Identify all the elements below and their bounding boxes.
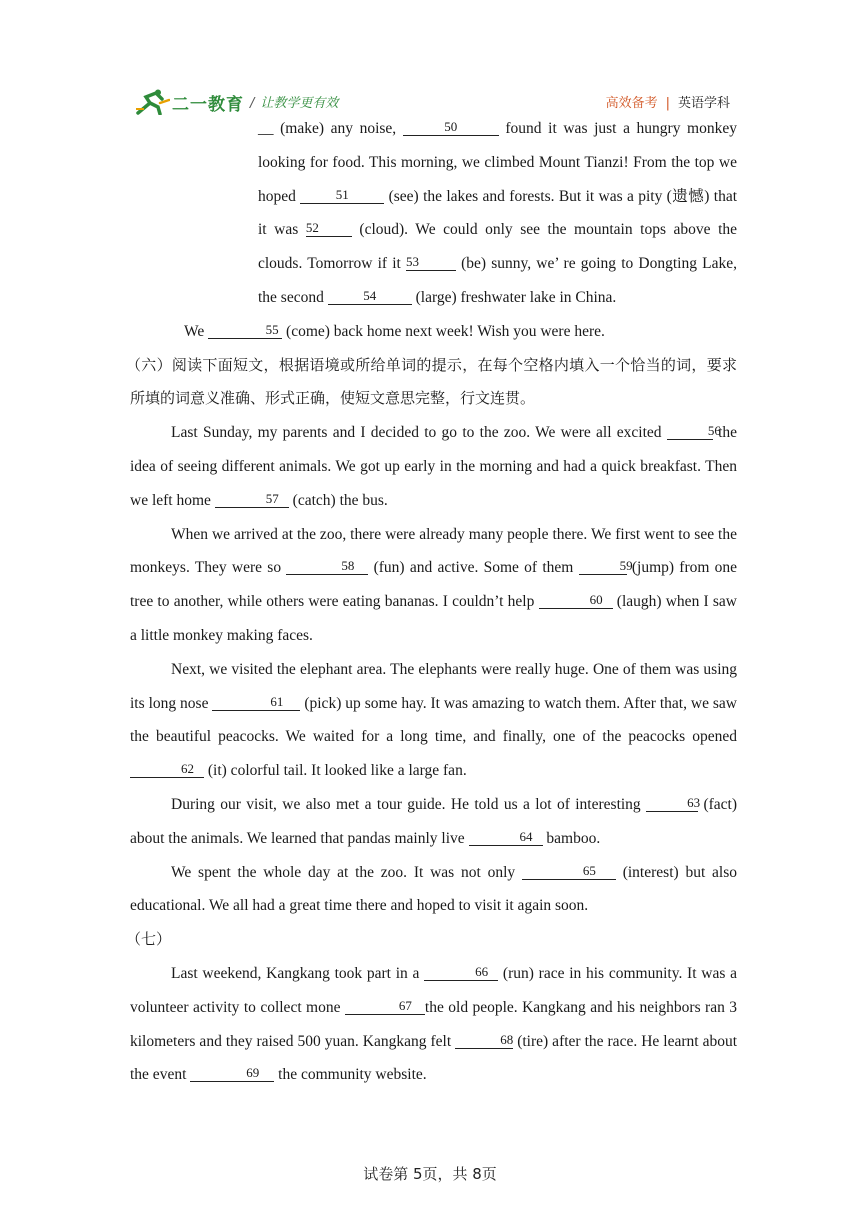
header-tag: 高效备考	[605, 96, 658, 111]
blank-55[interactable]: 55	[208, 322, 282, 339]
header-subject: 英语学科	[677, 96, 730, 111]
blank-54[interactable]: 54	[328, 288, 412, 305]
paragraph: Next, we visited the elephant area. The elephants were really huge. One of them was using its long nose 61 (pick) up some hay. It was amazing to watch them. After that, we saw the beautiful peacocks. We waited for a long time, and finally, one of the peacocks opened 62 (it) colorful tail. It looked like a large fan.	[130, 660, 738, 780]
blank-62[interactable]: 62	[130, 761, 204, 778]
blank-51[interactable]: 51	[300, 187, 384, 204]
header-right: 高效备考 | 英语学科	[605, 96, 730, 111]
blank-60[interactable]: 60	[539, 592, 613, 609]
blank-69[interactable]: 69	[190, 1065, 274, 1082]
paragraph: We spent the whole day at the zoo. It was not only 65 (interest) but also educational. We all had a great time there and hoped to visit it again soon.	[130, 862, 738, 915]
paragraph: Last Sunday, my parents and I decided to go to the zoo. We were all excited 56 the idea of seeing different animals. We got up early in the morning and had a quick breakfast. Then we left home 57 (catch) the bus.	[130, 423, 738, 509]
blank-50[interactable]: 50	[403, 119, 499, 136]
blank-67[interactable]: 67	[345, 998, 425, 1015]
blank-53[interactable]: 53	[406, 254, 456, 271]
document-body	[126, 112, 738, 1092]
paragraph: We 55 (come) back home next week! Wish you were here.	[184, 321, 605, 340]
blank-66[interactable]: 66	[424, 964, 498, 981]
blank-58[interactable]: 58	[286, 558, 368, 575]
blank-56[interactable]: 56	[667, 423, 713, 440]
slogan: / 让教学更有效	[250, 96, 339, 111]
blank-57[interactable]: 57	[215, 491, 289, 508]
blank-64[interactable]: 64	[469, 829, 543, 846]
logo-text: 二一教育	[172, 94, 244, 115]
section-seven-heading: （七）	[126, 930, 172, 949]
paragraph: When we arrived at the zoo, there were already many people there. We first went to see the monkeys. They were so 58 (fun) and active. Some of them 59 (jump) from one tree to another, while others were eating bananas. I couldn’t help 60 (laugh) when I saw a little monkey making faces.	[130, 525, 738, 644]
blank-65[interactable]: 65	[522, 863, 616, 880]
page-footer: 试卷第 5页，共 8页	[363, 1165, 497, 1183]
blank-68[interactable]: 68	[455, 1032, 513, 1049]
paragraph: Last weekend, Kangkang took part in a 66 (run) race in his community. It was a volunteer activity to collect mone 67 the old people. Kangkang and his neighbors ran 3 kilometers and they raised 500 yuan. Kangkang felt 68 (tire) after the race. He learnt about the event 69 the community website.	[130, 963, 738, 1084]
blank-63[interactable]: 63	[646, 795, 698, 812]
blank-52[interactable]: 52	[306, 220, 352, 237]
slogan-text: 让教学更有效	[260, 96, 339, 111]
paragraph: __ (make) any noise, 50 found it was just a hungry monkey looking for food. This morning, we climbed Mount Tianzi! From the top we hoped 51 (see) the lakes and forests. But it was a pity (遗憾) that it was 52 (cloud). We could only see the mountain tops above the clouds. Tomorrow if it 53 (be) sunny, we’ re going to Dongting Lake, the second 54 (large) freshwater lake in China.	[258, 119, 738, 306]
blank-59[interactable]: 59	[579, 558, 627, 575]
section-six-instructions: （六）阅读下面短文，根据语境或所给单词的提示，在每个空格内填入一个恰当的词，要求所填的词意义准确、形式正确，使短文意思完整，行文连贯。	[126, 355, 737, 408]
blank-61[interactable]: 61	[212, 694, 300, 711]
paragraph: During our visit, we also met a tour guide. He told us a lot of interesting 63 (fact) about the animals. We learned that pandas mainly live 64 bamboo.	[130, 794, 737, 847]
